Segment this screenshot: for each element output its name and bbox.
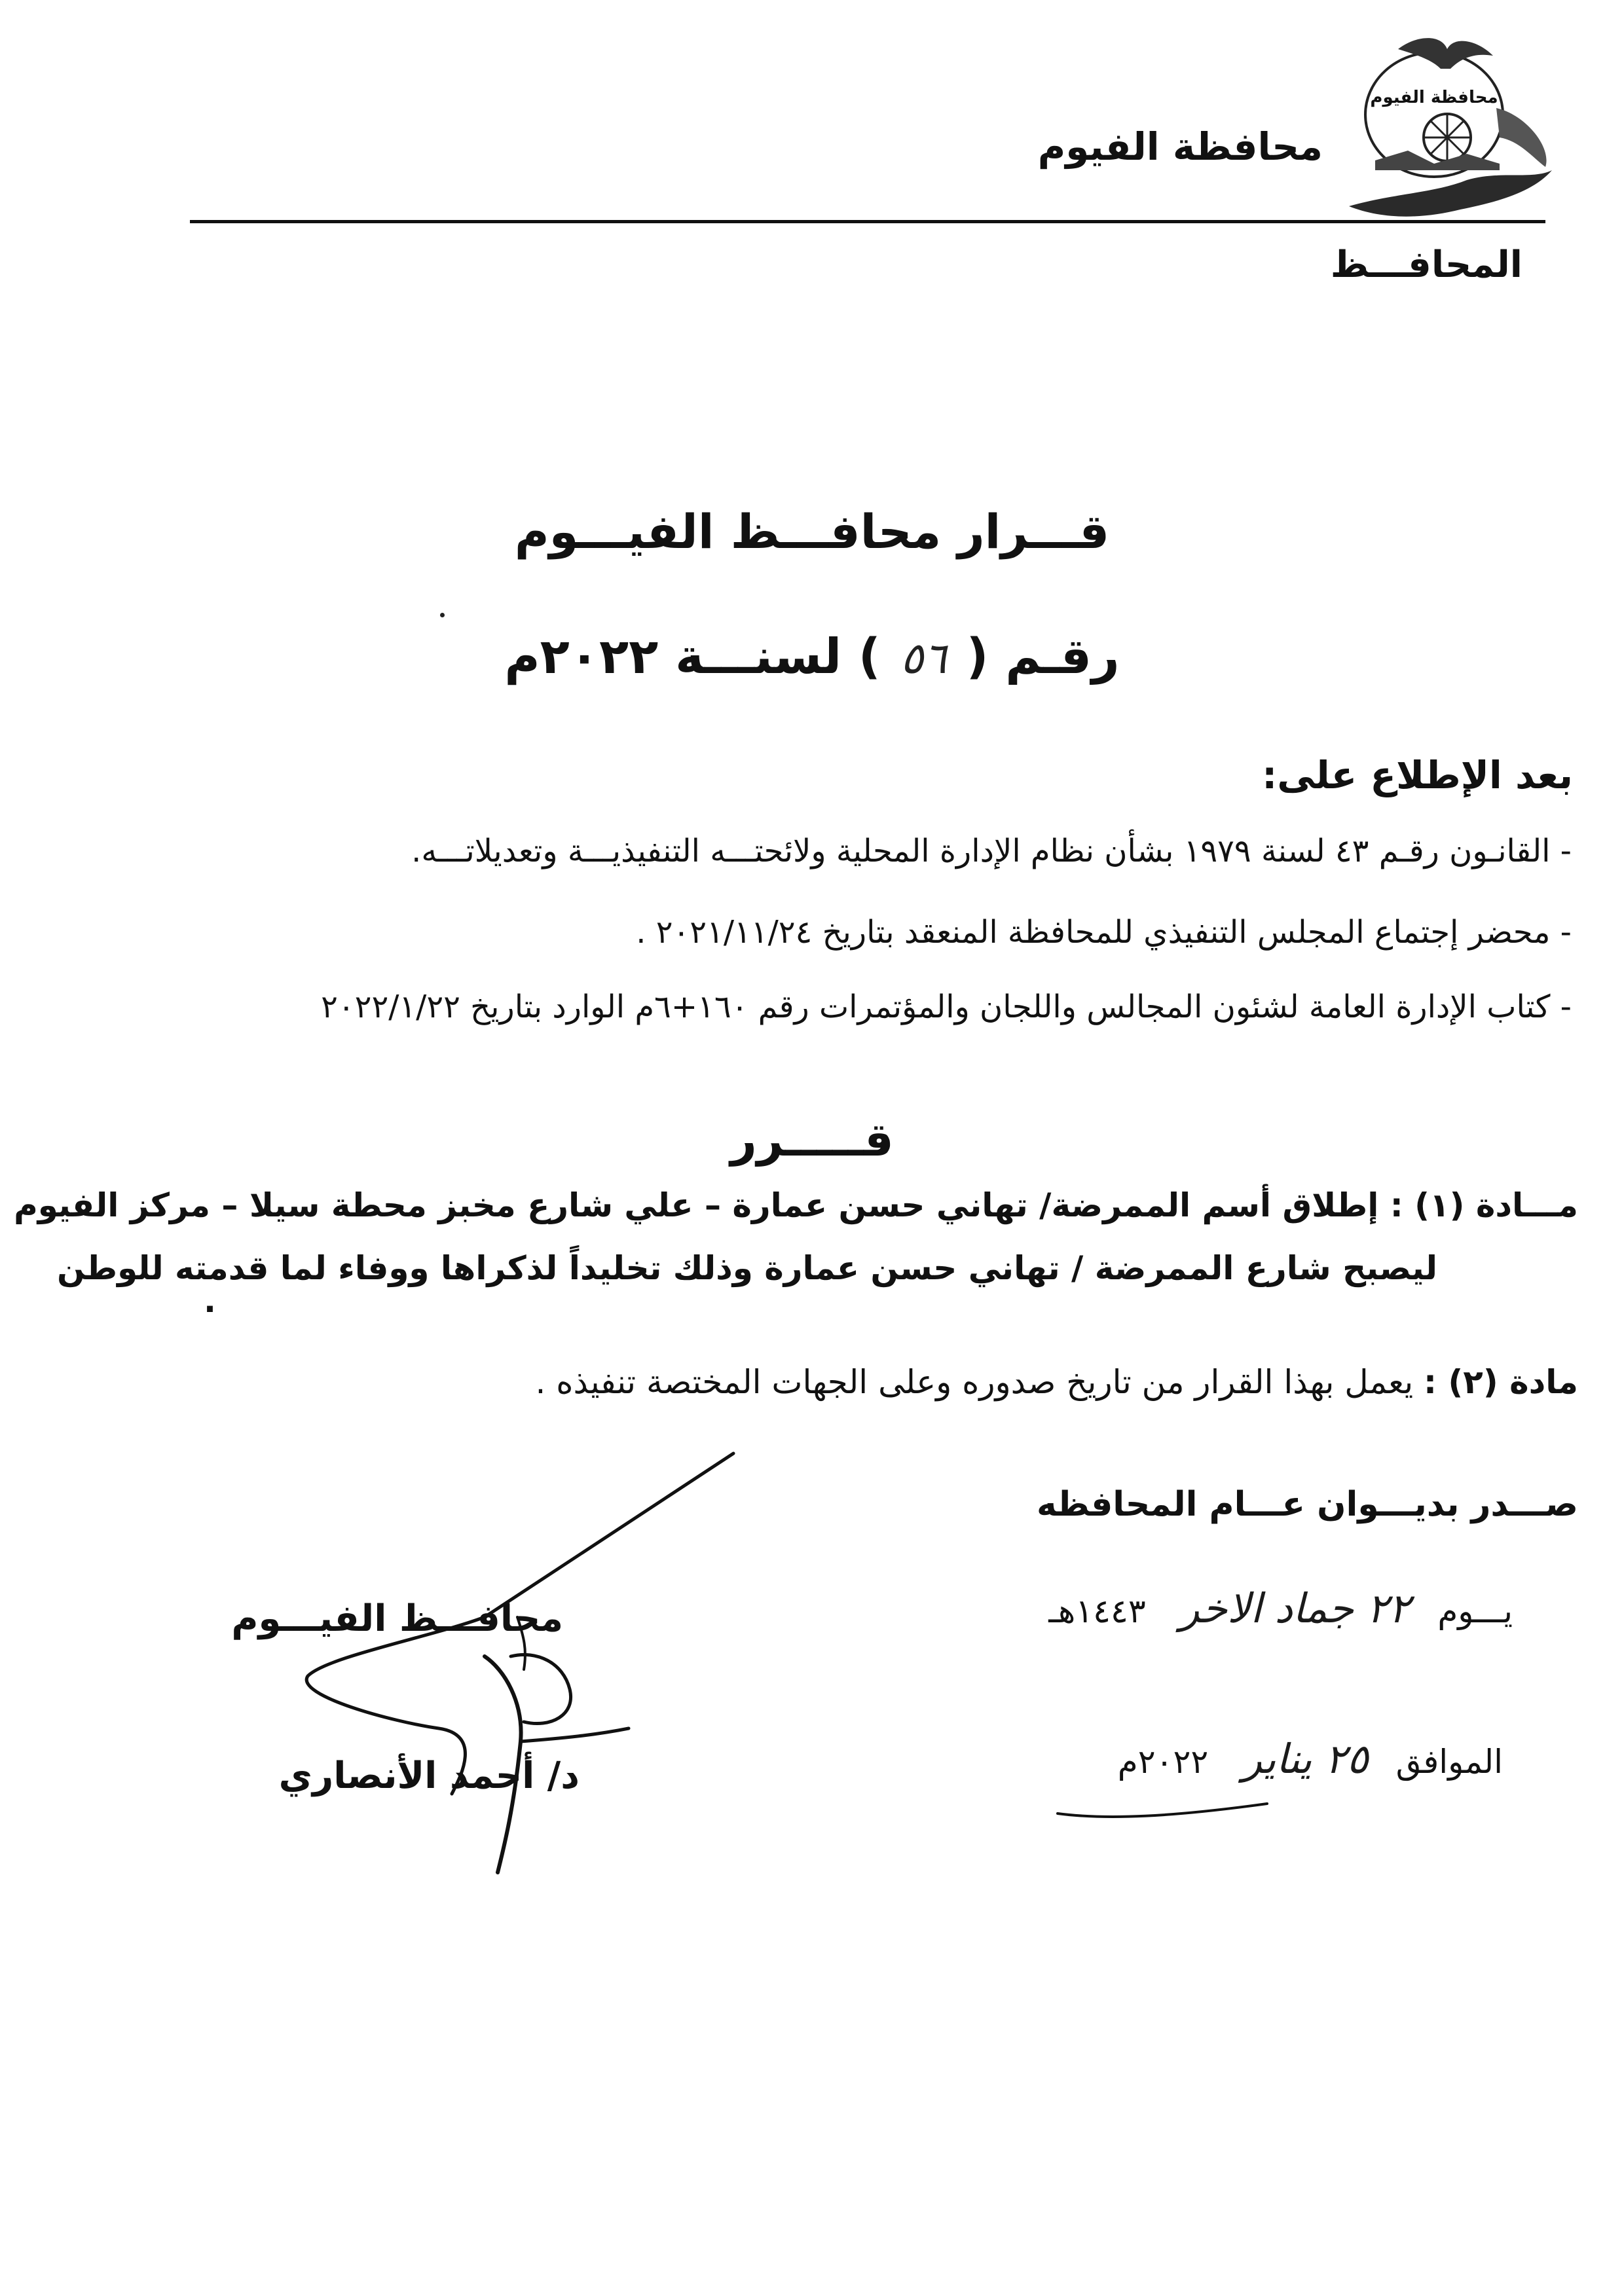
decided-heading: قـــــرر bbox=[730, 1113, 894, 1167]
decree-number-suffix: ) لسنـــة ٢٠٢٢م bbox=[504, 629, 881, 685]
hijri-year: ١٤٤٣هـ bbox=[1048, 1592, 1146, 1630]
article-2-label: مادة (٢) : bbox=[1424, 1363, 1578, 1401]
preamble-item-letter: - كتاب الإدارة العامة لشئون المجالس واللجان والمؤتمرات رقم ١٦٠+٦م الوارد بتاريخ ٢٠٢٢/١/٢٢ bbox=[321, 989, 1572, 1025]
article-1-line-1: مـــادة (١) : إطلاق أسم الممرضة/ تهاني حسن عمارة – علي شارع مخبز محطة سيلا – مركز الفيوم bbox=[14, 1186, 1578, 1224]
governorate-seal-icon bbox=[1336, 29, 1559, 226]
gregorian-label: الموافق bbox=[1395, 1743, 1503, 1781]
logo-text: محافظة الفيوم bbox=[1370, 88, 1498, 107]
signatory-name: د/ أحمد الأنصاري bbox=[278, 1755, 580, 1797]
decree-number-handwritten: ٥٦ bbox=[900, 633, 947, 683]
hijri-label: يـــوم bbox=[1437, 1592, 1513, 1630]
office-title: المحافـــظ bbox=[1330, 244, 1522, 286]
signatory-title: محافـــظ الفيـــوم bbox=[231, 1597, 563, 1640]
article-2 bbox=[535, 1363, 1578, 1401]
decree-number-line bbox=[0, 629, 1624, 685]
article-2-text: يعمل بهذا القرار من تاريخ صدوره وعلى الجهات المختصة تنفيذه . bbox=[535, 1363, 1414, 1401]
scan-speck bbox=[440, 613, 445, 617]
decree-number-prefix: رقـم ( bbox=[966, 629, 1120, 685]
date-underline bbox=[1054, 1797, 1270, 1823]
hijri-handwritten-date: ٢٢ جماد الاخر bbox=[1179, 1584, 1411, 1632]
gregorian-date bbox=[1118, 1735, 1503, 1783]
governorate-name: محافظة الفيوم bbox=[1037, 124, 1323, 169]
preamble-item-council-minutes: - محضر إجتماع المجلس التنفيذي للمحافظة المنعقد بتاريخ ٢٠٢١/١١/٢٤ . bbox=[636, 914, 1572, 951]
decree-title: قـــرار محافـــظ الفيـــوم bbox=[514, 504, 1110, 559]
article-1-line-3: . bbox=[204, 1282, 216, 1320]
preamble-heading: بعد الإطلاع على: bbox=[1262, 753, 1573, 797]
header-divider bbox=[190, 220, 1545, 223]
gregorian-year: ٢٠٢٢م bbox=[1117, 1743, 1209, 1781]
issued-at: صـــدر بديـــوان عـــام المحافظه bbox=[1037, 1485, 1578, 1524]
gregorian-handwritten-date: ٢٥ يناير bbox=[1242, 1735, 1369, 1783]
handwritten-signature bbox=[288, 1440, 747, 1899]
preamble-item-law: - القانـون رقـم ٤٣ لسنة ١٩٧٩ بشأن نظام الإدارة المحلية ولائحتـــه التنفيذيـــة وتعديلاتـــه. bbox=[411, 833, 1572, 869]
article-1-line-2: ليصبح شارع الممرضة / تهاني حسن عمارة وذلك تخليداً لذكراها ووفاء لما قدمته للوطن bbox=[57, 1249, 1437, 1287]
hijri-date bbox=[1048, 1584, 1513, 1632]
